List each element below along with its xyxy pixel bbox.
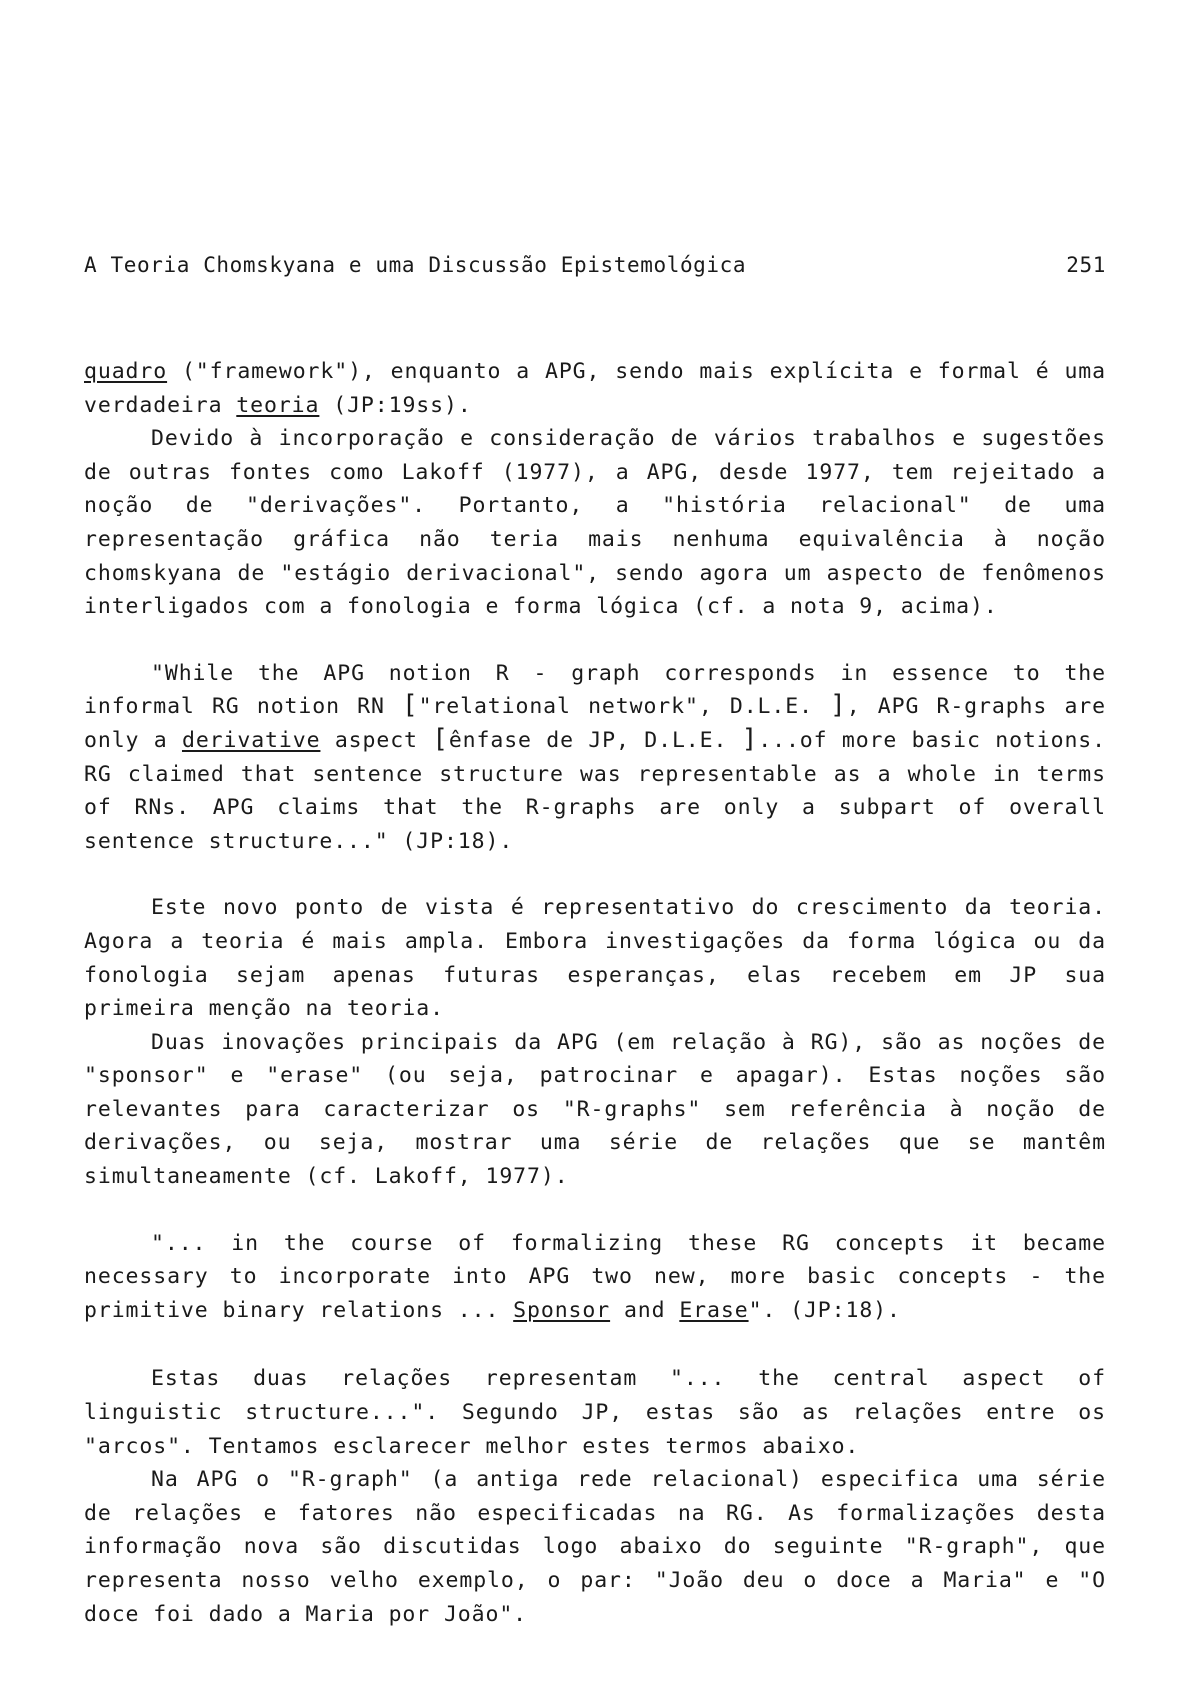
underlined-term-sponsor: Sponsor bbox=[513, 1297, 611, 1323]
bracket-close: ] bbox=[830, 690, 847, 721]
bracket-open: [ bbox=[402, 690, 419, 721]
paragraph-1: quadro ("framework"), enquanto a APG, sendo mais explícita e formal é uma verdadeira teoria (JP:19ss). bbox=[84, 359, 1106, 418]
running-title: A Teoria Chomskyana e uma Discussão Epistemológica bbox=[84, 253, 747, 277]
body-text bbox=[84, 355, 1106, 1631]
underlined-term-derivative: derivative bbox=[181, 727, 321, 753]
running-header bbox=[84, 253, 1106, 277]
underlined-term-quadro: quadro bbox=[84, 359, 168, 384]
paragraph-4: Duas inovações principais da APG (em relação à RG), são as noções de "sponsor" e "erase" (ou seja, patrocinar e apagar). Estas noções são relevantes para caracterizar os "R-graphs" sem referência à noção de derivações, ou seja, mostrar uma série de relações que se mantêm simultaneamente (cf. Lakoff, 1977). bbox=[84, 1029, 1106, 1190]
block-quote-2: "... in the course of formalizing these RG concepts it became necessary to incorporate into APG two new, more basic concepts - the primitive binary relations ... Sponsor and Erase". (JP:18). bbox=[84, 1230, 1106, 1323]
page-number: 251 bbox=[1066, 253, 1106, 277]
bracket-close: ] bbox=[741, 723, 759, 754]
paragraph-5: Estas duas relações representam "... the central aspect of linguistic structure...". Segundo JP, estas são as relações entre os "arcos". Tentamos esclarecer melhor estes termos abaixo. bbox=[84, 1366, 1106, 1459]
block-quote-1: "While the APG notion R - graph corresponds in essence to the informal RG notion RN ["relational network", D.L.E. ], APG R-graphs are only a derivative aspect [ênfase de JP, D.L.E. ]...of more basic notions. RG claimed that sentence structure was representable as a whole in terms of RNs. APG claims that the R-graphs are only a subpart of overall sentence structure..." (JP:18). bbox=[84, 660, 1106, 854]
underlined-term-teoria: teoria bbox=[236, 392, 320, 418]
bracket-open: [ bbox=[432, 723, 449, 754]
paragraph-3: Este novo ponto de vista é representativo do crescimento da teoria. Agora a teoria é mais ampla. Embora investigações da forma lógica ou da fonologia sejam apenas futuras esperanças, elas recebem em JP sua primeira menção na teoria. bbox=[84, 895, 1106, 1022]
paragraph-2: Devido à incorporação e consideração de vários trabalhos e sugestões de outras fontes como Lakoff (1977), a APG, desde 1977, tem rejeitado a noção de "derivações". Portanto, a "história relacional" de uma representação gráfica não teria mais nenhuma equivalência à noção chomskyana de "estágio derivacional", sendo agora um aspecto de fenômenos interligados com a fonologia e forma lógica (cf. a nota 9, acima). bbox=[84, 426, 1106, 620]
paragraph-6: Na APG o "R-graph" (a antiga rede relacional) especifica uma série de relações e fatores não especificadas na RG. As formalizações desta informação nova são discutidas logo abaixo do seguinte "R-graph", que representa nosso velho exemplo, o par: "João deu o doce a Maria" e "O doce foi dado a Maria por João". bbox=[84, 1467, 1106, 1627]
underlined-term-erase: Erase bbox=[679, 1297, 749, 1323]
